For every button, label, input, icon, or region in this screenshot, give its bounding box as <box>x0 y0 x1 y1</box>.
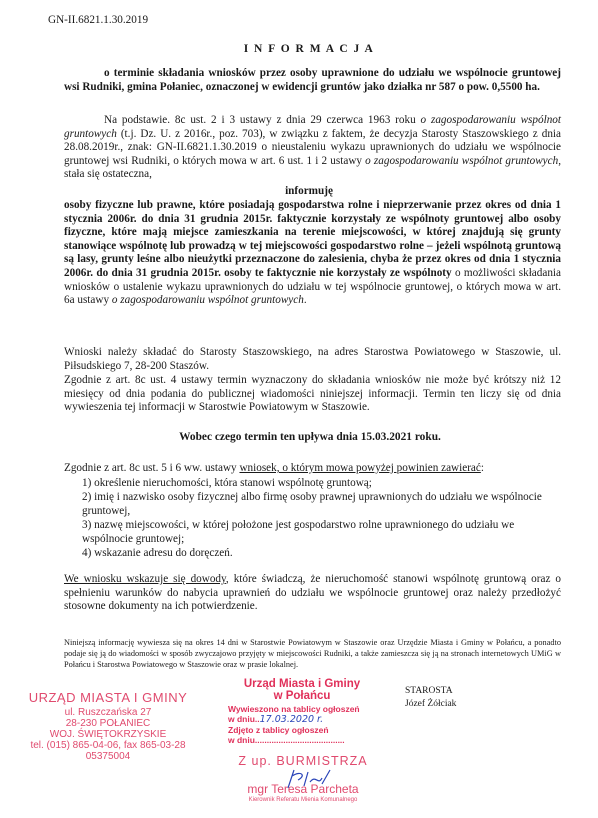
document-title: I N F O R M A C J A <box>243 43 375 55</box>
deadline-statement: Wobec czego termin ten upływa dnia 15.03.2021 roku. <box>179 431 441 443</box>
paragraph-evidence: We wniosku wskazuje się dowody, które świadczą, że nieruchomość stanowi wspólnotę gruntową oraz o spełnieniu warunków do nabycia uprawnień do udziału we wspólnocie gruntowej oraz należy przedłożyć stosowne dokumenty na ich potwierdzenie. <box>64 573 562 613</box>
list-item: 4) wskazanie adresu do doręczeń. <box>82 547 233 559</box>
document-reference: GN-II.6821.1.30.2019 <box>48 14 149 26</box>
starosta-signature-block <box>405 685 456 711</box>
paragraph-legal-basis: Na podstawie. 8c ust. 2 i 3 ustawy z dnia 29 czerwca 1963 roku o zagospodarowaniu wspólnot gruntowych (t.j. Dz. U. z 2016r., poz. 703), w związku z faktem, że decyzja Starosty Staszowskiego z dnia 28.08.2019r., znak: GN-II.6821.1.30.2019 o nieustaleniu wykazu uprawnionych do udziału we wspólnocie gruntowej wsi Rudniki, o których mowa w art. 6 ust. 1 i 2 ustawy o zagospodarowaniu wspólnot gruntowych, stała się ostateczna, <box>64 114 561 181</box>
paragraph-deadline-rule: Zgodnie z art. 8c ust. 4 ustawy termin wyznaczony do składania wniosków nie może być krótszy niż 12 miesięcy od dnia podania do publicznej wiadomości niniejszej informacji. Termin ten liczy się od dnia wywieszenia tej informacji w Starostwie Powiatowym w Staszowie. <box>64 374 561 414</box>
posting-stamp: Urząd Miasta i Gminy w Połańcu Wywieszono na tablicy ogłoszeń w dniu..17.03.2020 r. Zdjęto z tablicy ogłoszeń w dniu...................................... <box>228 678 361 745</box>
list-item: 3) nazwę miejscowości, w której położone jest gospodarstwo rolne uprawnionego do udziału we wspólnocie gruntowej; <box>82 519 515 545</box>
requirements-list <box>82 476 544 560</box>
paragraph-eligible-persons: osoby fizyczne lub prawne, które posiadają gospodarstwa rolne i nieprzerwanie przez okres od dnia 1 stycznia 2006r. do dnia 31 grudnia 2015r. faktycznie korzystały ze wspólnoty gruntowej albo osoby fizyczne, które mają miejsce zamieszkania na terenie miejscowości, w której znajdują się grunty stanowiące wspólnotę lub prowadzą w tej miejscowości gospodarstwo rolne – jeżeli wspólnotą gruntową są lasy, grunty leśne albo nieużytki przeznaczone do zalesienia, chyba że przez okres od dnia 1 stycznia 2006r. do dnia 31 grudnia 2015r. osoby te faktycznie nie korzystały ze wspólnoty o możliwości składania wniosków o ustalenie wykazu uprawnionych do udziału w tej wspólnocie gruntowej, o których mowa w art. 6a ustawy o zagospodarowaniu wspólnot gruntowych. <box>64 199 562 307</box>
signatory-title: STAROSTA <box>405 686 453 696</box>
list-item: 1) określenie nieruchomości, która stanowi wspólnotę gruntową; <box>82 477 372 489</box>
footnote: Niniejszą informację wywiesza się na okres 14 dni w Starostwie Powiatowym w Staszowie oraz Urzędzie Miasta i Gminy w Połańcu, a ponadto podaje się ją do wiadomości w sposób zwyczajowo przyjęty w miejscowości Rudniki, a także zamieszcza się ją na stronach internetowych UMiG w Połańcu i Starostwa Powiatowego w Staszowie oraz w prasie lokalnej. <box>64 638 561 670</box>
office-stamp: URZĄD MIASTA I GMINY ul. Ruszczańska 27 28-230 POŁANIEC WOJ. ŚWIĘTOKRZYSKIE tel. (015) 865-04-06, fax 865-03-28 05375004 <box>28 690 188 762</box>
informs-heading: informuję <box>285 185 333 197</box>
handwritten-date: 17.03.2020 r. <box>259 714 324 725</box>
list-item: 2) imię i nazwisko osoby fizycznej albo firmę osoby prawnej uprawnionych do udziału we wspólnocie gruntowej, <box>82 491 542 517</box>
signatory-name: Józef Żółciak <box>405 699 457 709</box>
mayor-stamp: Z up. BURMISTRZA mgr Teresa Parcheta Kierownik Referatu Mienia Komunalnego <box>238 754 368 803</box>
paragraph-submission-address: Wnioski należy składać do Starosty Staszowskiego, na adres Starostwa Powiatowego w Staszowie, ul. Piłsudskiego 7, 28-200 Staszów. <box>64 346 561 372</box>
paragraph-application-contents: Zgodnie z art. 8c ust. 5 i 6 ww. ustawy wniosek, o którym mowa powyżej powinien zawierać: <box>64 462 484 474</box>
document-subject: o terminie składania wniosków przez osoby uprawnione do udziału we wspólnocie gruntowej wsi Rudniki, gmina Połaniec, oznaczonej w ewidencji gruntów jako działka nr 587 o pow. 0,5500 ha. <box>64 67 561 93</box>
